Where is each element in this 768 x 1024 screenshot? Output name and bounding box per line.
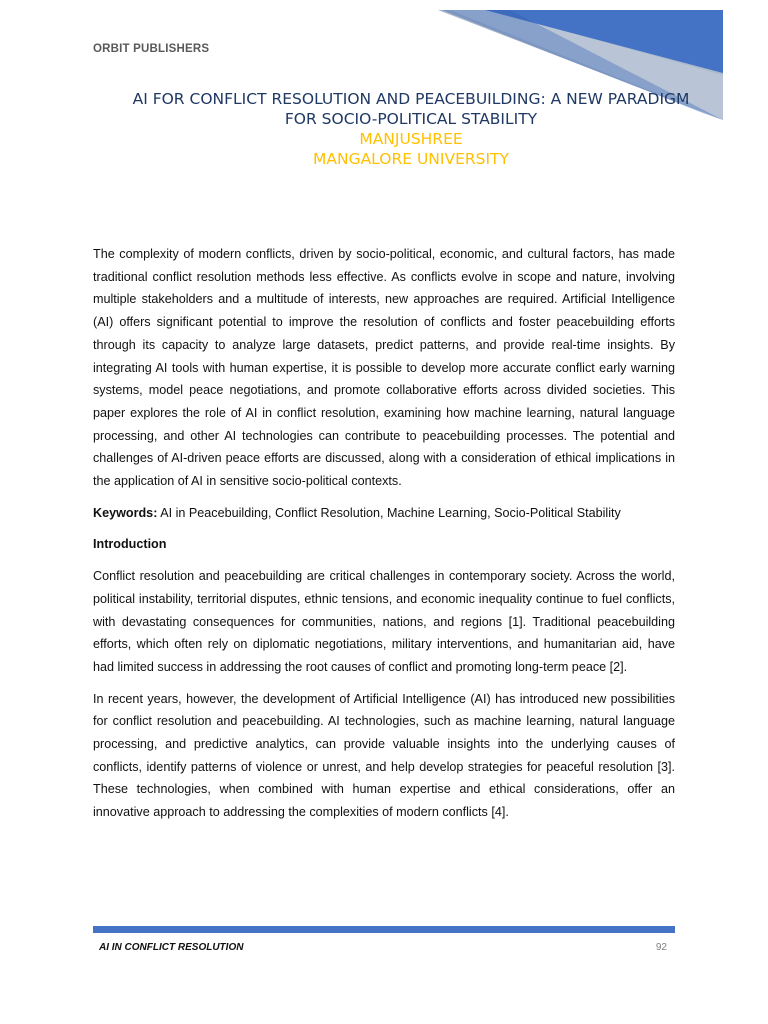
paper-body (93, 243, 675, 833)
author-name: MANJUSHREE (359, 130, 463, 148)
author-affiliation: MANGALORE UNIVERSITY (313, 150, 509, 168)
paper-title-line-1: AI FOR CONFLICT RESOLUTION AND PEACEBUILDING: A NEW PARADIGM (132, 90, 690, 108)
keywords-line (93, 502, 675, 525)
paper-title-line-2: FOR SOCIO-POLITICAL STABILITY (284, 110, 538, 128)
introduction-paragraph-1: Conflict resolution and peacebuilding are critical challenges in contemporary society. Across the world, political instability, territorial disputes, ethnic tensions, and economic inequality continue to fuel conflicts, with devastating consequences for communities, nations, and regions [1]. Traditional peacebuilding efforts, which often rely on diplomatic negotiations, military interventions, and humanitarian aid, have had limited success in addressing the root causes of conflict and promoting long-term peace [2]. (93, 569, 675, 674)
abstract-paragraph: The complexity of modern conflicts, driven by socio-political, economic, and cultural factors, has made traditional conflict resolution methods less effective. As conflicts evolve in scope and nature, involving multiple stakeholders and a multitude of interests, new approaches are required. Artificial Intelligence (AI) offers significant potential to improve the resolution of conflicts and foster peacebuilding efforts through its capacity to analyze large datasets, predict patterns, and provide real-time insights. By integrating AI tools with human expertise, it is possible to develop more accurate conflict early warning systems, model peace negotiations, and promote collaborative efforts across divided societies. This paper explores the role of AI in conflict resolution, examining how machine learning, natural language processing, and other AI technologies can contribute to peacebuilding processes. The potential and challenges of AI-driven peace efforts are discussed, along with a consideration of ethical implications in the application of AI in sensitive socio-political contexts. (93, 247, 675, 489)
introduction-heading: Introduction (93, 537, 167, 552)
paper-title (60, 89, 762, 129)
footer-divider (93, 926, 675, 933)
keywords-label: Keywords: (93, 505, 158, 520)
keywords-text: AI in Peacebuilding, Conflict Resolution, Machine Learning, Socio-Political Stability (157, 505, 621, 520)
publisher-name: ORBIT PUBLISHERS (93, 43, 210, 55)
page-number: 92 (655, 942, 667, 953)
footer-running-title: AI IN CONFLICT RESOLUTION (99, 942, 244, 953)
title-block (60, 89, 762, 169)
introduction-paragraph-2: In recent years, however, the development of Artificial Intelligence (AI) has introduced new possibilities for conflict resolution and peacebuilding. AI technologies, such as machine learning, natural language processing, and predictive analytics, can provide valuable insights into the underlying causes of conflicts, identify patterns of violence or unrest, and help develop strategies for peaceful resolution [3]. These technologies, when combined with human expertise and ethical considerations, offer an innovative approach to addressing the complexities of modern conflicts [4]. (93, 691, 675, 820)
